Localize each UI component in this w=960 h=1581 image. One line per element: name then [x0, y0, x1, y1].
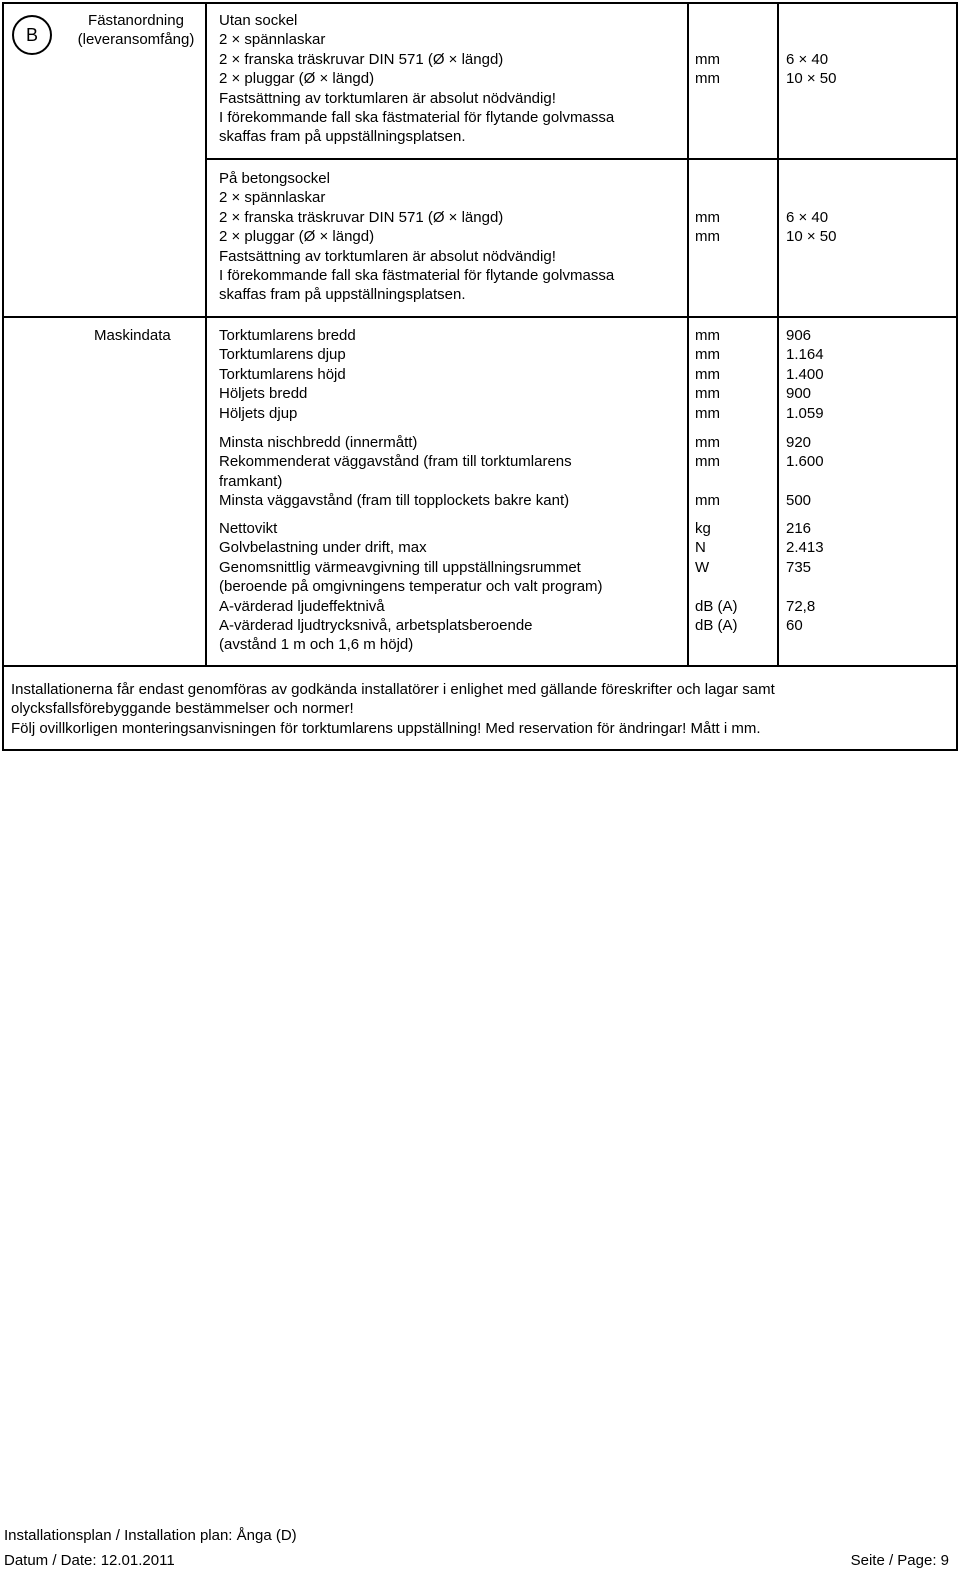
unit: mm [695, 434, 720, 451]
description-line: Minsta väggavstånd (fram till topplockets bakre kant) [219, 492, 570, 510]
unit: N [695, 539, 706, 557]
divider-label-column [205, 2, 207, 667]
group2-values [786, 433, 824, 511]
divider-row-3 [2, 665, 958, 667]
group3-units [695, 519, 738, 635]
value: 10 × 50 [786, 228, 837, 246]
table-border-right [956, 2, 958, 751]
block-a-values [786, 50, 836, 89]
value: 500 [786, 492, 812, 510]
group3-values [786, 519, 824, 635]
section1-label [70, 11, 202, 50]
value: 1.600 [786, 453, 824, 471]
footer-title: Installationsplan / Installation plan: Ånga (D) [4, 1527, 297, 1544]
description-line: Höljets bredd [219, 385, 308, 403]
unit: mm [695, 228, 720, 246]
group2-description [219, 433, 572, 511]
unit: mm [695, 453, 720, 471]
description-line: 2 × pluggar (Ø × längd) [219, 228, 375, 246]
description-line: skaffas fram på uppställningsplatsen. [219, 128, 466, 146]
label-line: Fästanordning [88, 12, 184, 29]
description-line: I förekommande fall ska fästmaterial för flytande golvmassa [219, 109, 615, 127]
description-line: 2 × pluggar (Ø × längd) [219, 70, 375, 88]
table-border-top [2, 2, 958, 4]
value: 10 × 50 [786, 70, 837, 88]
unit: kg [695, 520, 711, 537]
description-line: Fastsättning av torktumlaren är absolut nödvändig! [219, 89, 556, 107]
unit: mm [695, 492, 720, 510]
description-line: Fastsättning av torktumlaren är absolut nödvändig! [219, 247, 556, 265]
table-border-left [2, 2, 4, 751]
unit: W [695, 558, 710, 576]
description-line: Genomsnittlig värmeavgivning till uppställningsrummet [219, 558, 581, 576]
value: 1.400 [786, 365, 824, 383]
unit [695, 577, 738, 596]
unit: mm [695, 209, 720, 226]
note-line: olycksfallsförebyggande bestämmelser och normer! [11, 700, 354, 718]
value: 920 [786, 434, 812, 451]
unit: mm [695, 346, 720, 364]
value: 6 × 40 [786, 51, 829, 68]
unit: mm [695, 70, 720, 88]
description-line: Torktumlarens höjd [219, 365, 346, 383]
group1-description [219, 326, 356, 423]
description-line: 2 × franska träskruvar DIN 571 (Ø × längd) [219, 50, 504, 68]
description-line: 2 × franska träskruvar DIN 571 (Ø × längd) [219, 208, 504, 226]
group2-units [695, 433, 720, 511]
description-line: 2 × spännlaskar [219, 31, 326, 49]
value: 72,8 [786, 597, 816, 615]
divider-row-1 [205, 158, 958, 160]
value: 735 [786, 558, 812, 576]
description-line: A-värderad ljudeffektnivå [219, 597, 385, 615]
label-line: Maskindata [94, 327, 171, 344]
section-badge: B [12, 15, 52, 55]
description-line: På betongsockel [219, 170, 330, 187]
unit: dB (A) [695, 597, 738, 615]
value: 60 [786, 617, 803, 635]
label-line: (leveransomfång) [77, 31, 195, 49]
description-line: A-värderad ljudtrycksnivå, arbetsplatsberoende [219, 617, 533, 635]
value: 900 [786, 385, 812, 403]
description-line: (avstånd 1 m och 1,6 m höjd) [219, 636, 414, 654]
block-a-description [219, 11, 614, 147]
unit: mm [695, 385, 720, 403]
block-b-description [219, 169, 614, 305]
description-line: Torktumlarens djup [219, 346, 346, 364]
group3-description [219, 519, 603, 655]
value: 2.413 [786, 539, 824, 557]
value: 6 × 40 [786, 209, 829, 226]
table-border-bottom [2, 749, 958, 751]
unit: dB (A) [695, 617, 738, 635]
installation-note [11, 680, 775, 738]
description-line: Minsta nischbredd (innermått) [219, 434, 418, 451]
divider-row-2 [2, 316, 958, 318]
unit: mm [695, 327, 720, 344]
group1-units [695, 326, 720, 423]
group1-values [786, 326, 824, 423]
description-line: 2 × spännlaskar [219, 189, 326, 207]
description-line: Golvbelastning under drift, max [219, 539, 427, 557]
description-line: Rekommenderat väggavstånd (fram till torktumlarens [219, 453, 572, 471]
description-line: I förekommande fall ska fästmaterial för flytande golvmassa [219, 267, 615, 285]
block-a-units [695, 50, 720, 89]
description-line: Höljets djup [219, 404, 298, 422]
description-line: Nettovikt [219, 520, 278, 537]
note-line: Följ ovillkorligen monteringsanvisningen för torktumlarens uppställning! Med reservation för ändringar! Mått i mm. [11, 719, 761, 737]
footer-date: Datum / Date: 12.01.2011 [4, 1552, 175, 1569]
unit: mm [695, 365, 720, 383]
note-line: Installationerna får endast genomföras av godkända installatörer i enlighet med gällande föreskrifter och lagar samt [11, 681, 775, 698]
description-line: framkant) [219, 472, 283, 490]
footer-page: Seite / Page: 9 [850, 1552, 949, 1569]
value: 1.164 [786, 346, 824, 364]
block-b-values [786, 208, 836, 247]
value: 906 [786, 327, 812, 344]
block-b-units [695, 208, 720, 247]
description-line: skaffas fram på uppställningsplatsen. [219, 286, 466, 304]
divider-value-column [777, 2, 779, 667]
value [786, 472, 824, 491]
unit: mm [695, 51, 720, 68]
value [786, 577, 824, 596]
unit: mm [695, 404, 720, 422]
description-line: Torktumlarens bredd [219, 327, 356, 344]
divider-unit-column [687, 2, 689, 667]
description-line: (beroende på omgivningens temperatur och valt program) [219, 578, 603, 596]
value: 1.059 [786, 404, 824, 422]
section2-label [94, 326, 171, 345]
description-line: Utan sockel [219, 12, 298, 29]
unit [695, 472, 720, 491]
value: 216 [786, 520, 812, 537]
